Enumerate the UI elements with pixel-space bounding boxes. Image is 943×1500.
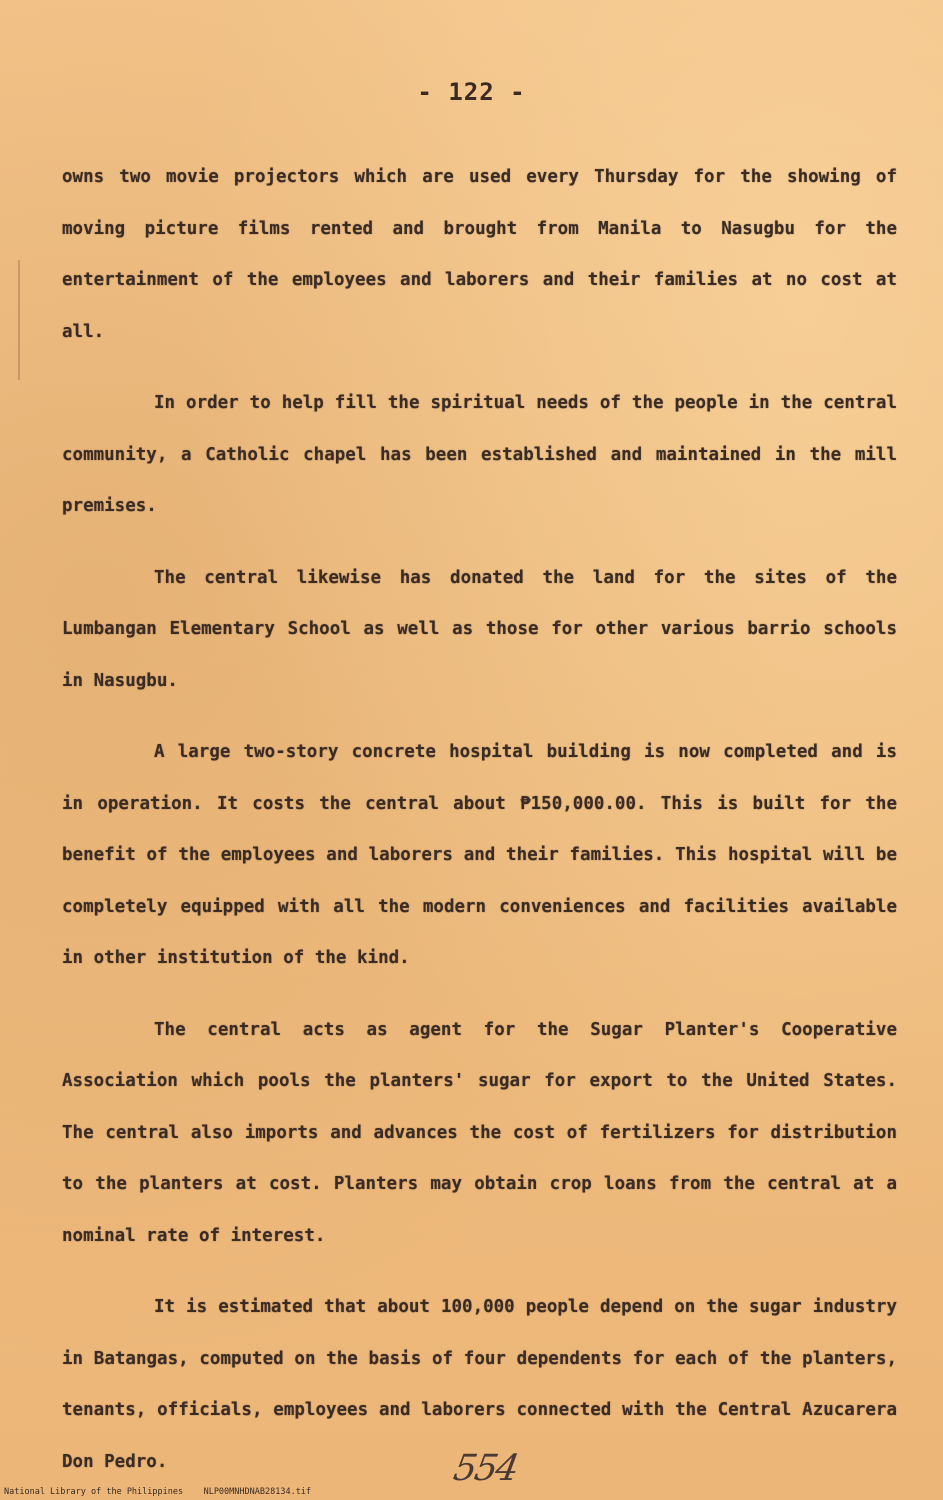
document-body [62,152,897,1488]
page-number: - 122 - [417,78,526,106]
paragraph-movie-projectors: owns two movie projectors which are used every Thursday for the showing of moving picture films rented and brought from Manila to Nasugbu for the entertainment of the employees and laborers and their families at no cost at all. [62,167,897,342]
catalog-label: National Library of the Philippines NLP00MNHDNAB28134.tif [4,1487,312,1497]
paragraph-catholic-chapel: In order to help fill the spiritual needs of the people in the central community, a Catholic chapel has been established and maintained in the mill premises. [62,393,897,516]
paragraph-dependents-estimate: It is estimated that about 100,000 people depend on the sugar industry in Batangas, computed on the basis of four dependents for each of the planters, tenants, officials, employees and laborers connected with the Central Azucarera Don Pedro. [62,1297,897,1472]
handwritten-archive-number: 554 [450,1448,521,1489]
paragraph-sugar-cooperative: The central acts as agent for the Sugar Planter's Cooperative Association which pools the planters' sugar for export to the United States. The central also imports and advances the cost of fertilizers for distribution to the planters at cost. Planters may obtain crop loans from the central at a nominal rate of interest. [62,1019,897,1246]
paragraph-school-land: The central likewise has donated the land for the sites of the Lumbangan Elementary School as well as those for other various barrio schools in Nasugbu. [62,567,897,691]
paragraph-hospital: A large two-story concrete hospital building is now completed and is in operation. It costs the central about ₱150,000.00. This is built for the benefit of the employees and laborers and their families. This hospital will be completely equipped with all the modern conveniences and facilities available in other institution of the kind. [62,742,897,968]
margin-smudge [18,260,20,380]
